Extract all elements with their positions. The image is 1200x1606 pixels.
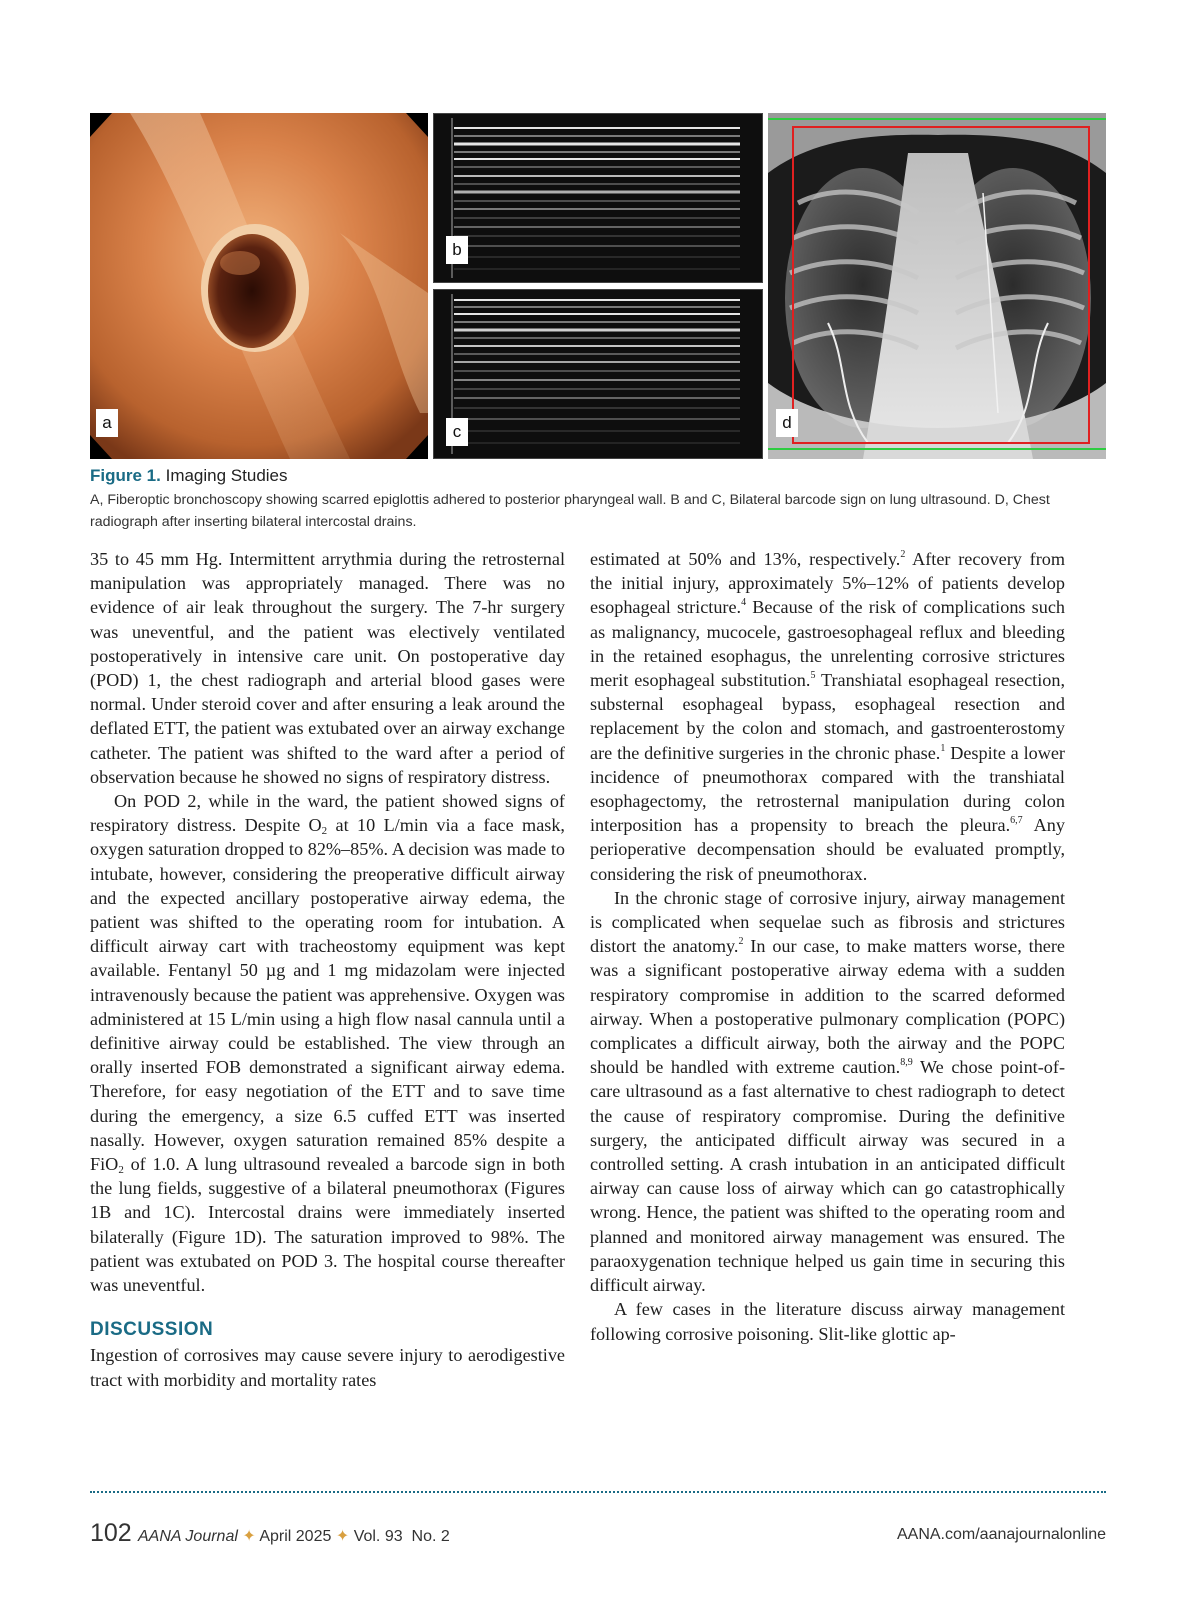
panel-tag-c: c [446, 418, 468, 446]
citation-ref: 4 [741, 597, 747, 609]
page-footer [90, 1519, 1106, 1553]
ultrasound-image-c [433, 289, 763, 459]
figure-caption [90, 466, 1100, 533]
figure-label: Figure 1. [90, 466, 161, 485]
text-run: of 1.0. A lung ultrasound revealed a barcode sign in both the lung fields, suggestive of a bilateral pneumothorax (Figures 1B and 1C). Intercostal drains were immediately inserted bilaterally (Figure 1D). The saturation improved to 98%. The patient was extubated on POD 3. The hospital course thereafter was uneventful. [90, 1154, 565, 1296]
bronchoscopy-image [90, 113, 428, 459]
bronchoscopy-graphic [90, 113, 428, 459]
volume-info: Vol. 93 No. 2 [353, 1528, 450, 1545]
ultrasound-image-b [433, 113, 763, 283]
page-number: 102 [90, 1519, 132, 1547]
text-run: Any perioperative decompensation should be evaluated promptly, considering the risk of pneumothorax. [590, 815, 1065, 884]
figure-1-images [90, 113, 1106, 459]
separator-icon: ✦ [335, 1528, 350, 1545]
journal-info [138, 1526, 450, 1546]
journal-name: AANA Journal [138, 1528, 238, 1545]
footer-divider [90, 1491, 1106, 1493]
panel-tag-d: d [776, 409, 798, 437]
right-column [590, 547, 1065, 1346]
text-run: In the chronic stage of corrosive injury, airway management is complicated when sequelae such as fibrosis and strictures distort the anatomy. [590, 887, 1065, 957]
chest-radiograph-image [768, 113, 1106, 459]
ultrasound-c-graphic [434, 290, 762, 458]
journal-url[interactable]: AANA.com/aanajournalonline [896, 1526, 1106, 1543]
citation-ref: 5 [810, 670, 816, 682]
subscript: 2 [321, 825, 328, 838]
figure-title: Imaging Studies [165, 466, 288, 485]
text-run: Because of the risk of complications such as malignancy, mucocele, gastroesophageal reflux and bleeding in the retained esophagus, the unrelenting corrosive strictures merit esophageal substitution. [590, 597, 1065, 691]
panel-tag-b: b [446, 236, 468, 264]
paragraph: 35 to 45 mm Hg. Intermittent arrythmia during the retrosternal manipulation was appropriately managed. There was no evidence of air leak throughout the surgery. The 7-hr surgery was uneventful, and the patient was electively ventilated postoperatively in intensive care unit. On postoperative day (POD) 1, the chest radiograph and arterial blood gases were normal. Under steroid cover and after ensuring a leak around the deflated ETT, the patient was extubated over an airway exchange catheter. The patient was shifted to the ward after a period of observation because he showed no signs of respiratory distress. [90, 549, 565, 787]
paragraph: Ingestion of corrosives may cause severe injury to aerodigestive tract with morbidity and mortality rates [90, 1345, 565, 1390]
citation-ref: 2 [738, 936, 744, 948]
paragraph [590, 547, 1065, 886]
text-run: Despite a lower incidence of pneumothorax compared with the transhiatal esophagectomy, the retrosternal manipulation during colon interposition has a propensity to breach the pleura. [590, 742, 1065, 836]
section-heading: DISCUSSION [90, 1319, 214, 1341]
text-run: at 10 L/min via a face mask, oxygen saturation dropped to 82%–85%. A decision was made to intubate, however, considering the preoperative difficult airway and the expected ancillary postoperative airway edema, the patient was shifted to the operating room for intubation. A difficult airway cart with tracheostomy equipment was kept available. Fentanyl 50 µg and 1 mg midazolam were injected intravenously because the patient was apprehensive. Oxygen was administered at 15 L/min using a high flow nasal cannula until a definitive airway could be established. The view through an orally inserted FOB demonstrated a significant airway edema. Therefore, for easy negotiation of the ETT and to save time during the emergency, a size 6.5 cuffed ETT was inserted nasally. However, oxygen saturation remained 85% despite a FiO [90, 815, 565, 1175]
panel-tag-a: a [96, 409, 118, 437]
paragraph [590, 886, 1065, 1297]
citation-ref: 2 [900, 549, 906, 560]
citation-ref: 8,9 [900, 1057, 913, 1069]
separator-icon: ✦ [242, 1528, 256, 1545]
paragraph [90, 789, 565, 1297]
issue-date: April 2025 [259, 1528, 332, 1545]
text-run: Transhiatal esophageal resection, substernal esophageal bypass, esophageal resection and replacement by the colon and stomach, and gastroenterostomy are the definitive surgeries in the chronic phase. [590, 670, 1065, 763]
figure-caption-text: A, Fiberoptic bronchoscopy showing scarred epiglottis adhered to posterior pharyngeal wall. B and C, Bilateral barcode sign on lung ultrasound. D, Chest radiograph after inserting bilateral intercostal drains. [90, 492, 1050, 530]
citation-ref: 6,7 [1010, 815, 1023, 827]
text-run: In our case, to make matters worse, there was a significant postoperative airway edema with a sudden respiratory compromise in addition to the scarred deformed airway. When a postoperative pulmonary complication (POPC) complicates a difficult airway, both the airway and the POPC should be handled with extreme caution. [590, 936, 1065, 1078]
paragraph: A few cases in the literature discuss airway management following corrosive poisoning. Slit-like glottic ap- [590, 1299, 1065, 1344]
subscript: 2 [118, 1164, 124, 1177]
figure-title-line [90, 466, 1100, 486]
radiograph-graphic [768, 113, 1106, 459]
text-run: We chose point-of-care ultrasound as a fast alternative to chest radiograph to detect the cause of respiratory compromise. During the definitive surgery, the anticipated difficult airway was secured in a controlled setting. A crash intubation in an anticipated difficult airway can cause loss of airway which can go catastrophically wrong. Hence, the patient was shifted to the operating room and planned and monitored airway management was ensured. The paraoxygenation technique helped us gain time in securing this difficult airway. [590, 1057, 1065, 1296]
left-column [90, 547, 565, 1392]
text-run: estimated at 50% and 13%, respectively. [590, 549, 901, 569]
text-run: On POD 2, while in the ward, the patient showed signs of respiratory distress. Despite O [90, 791, 565, 836]
ultrasound-b-graphic [434, 114, 762, 282]
text-run: After recovery from the initial injury, approximately 5%–12% of patients develop esophageal stricture. [590, 549, 1065, 618]
citation-ref: 1 [940, 742, 946, 754]
